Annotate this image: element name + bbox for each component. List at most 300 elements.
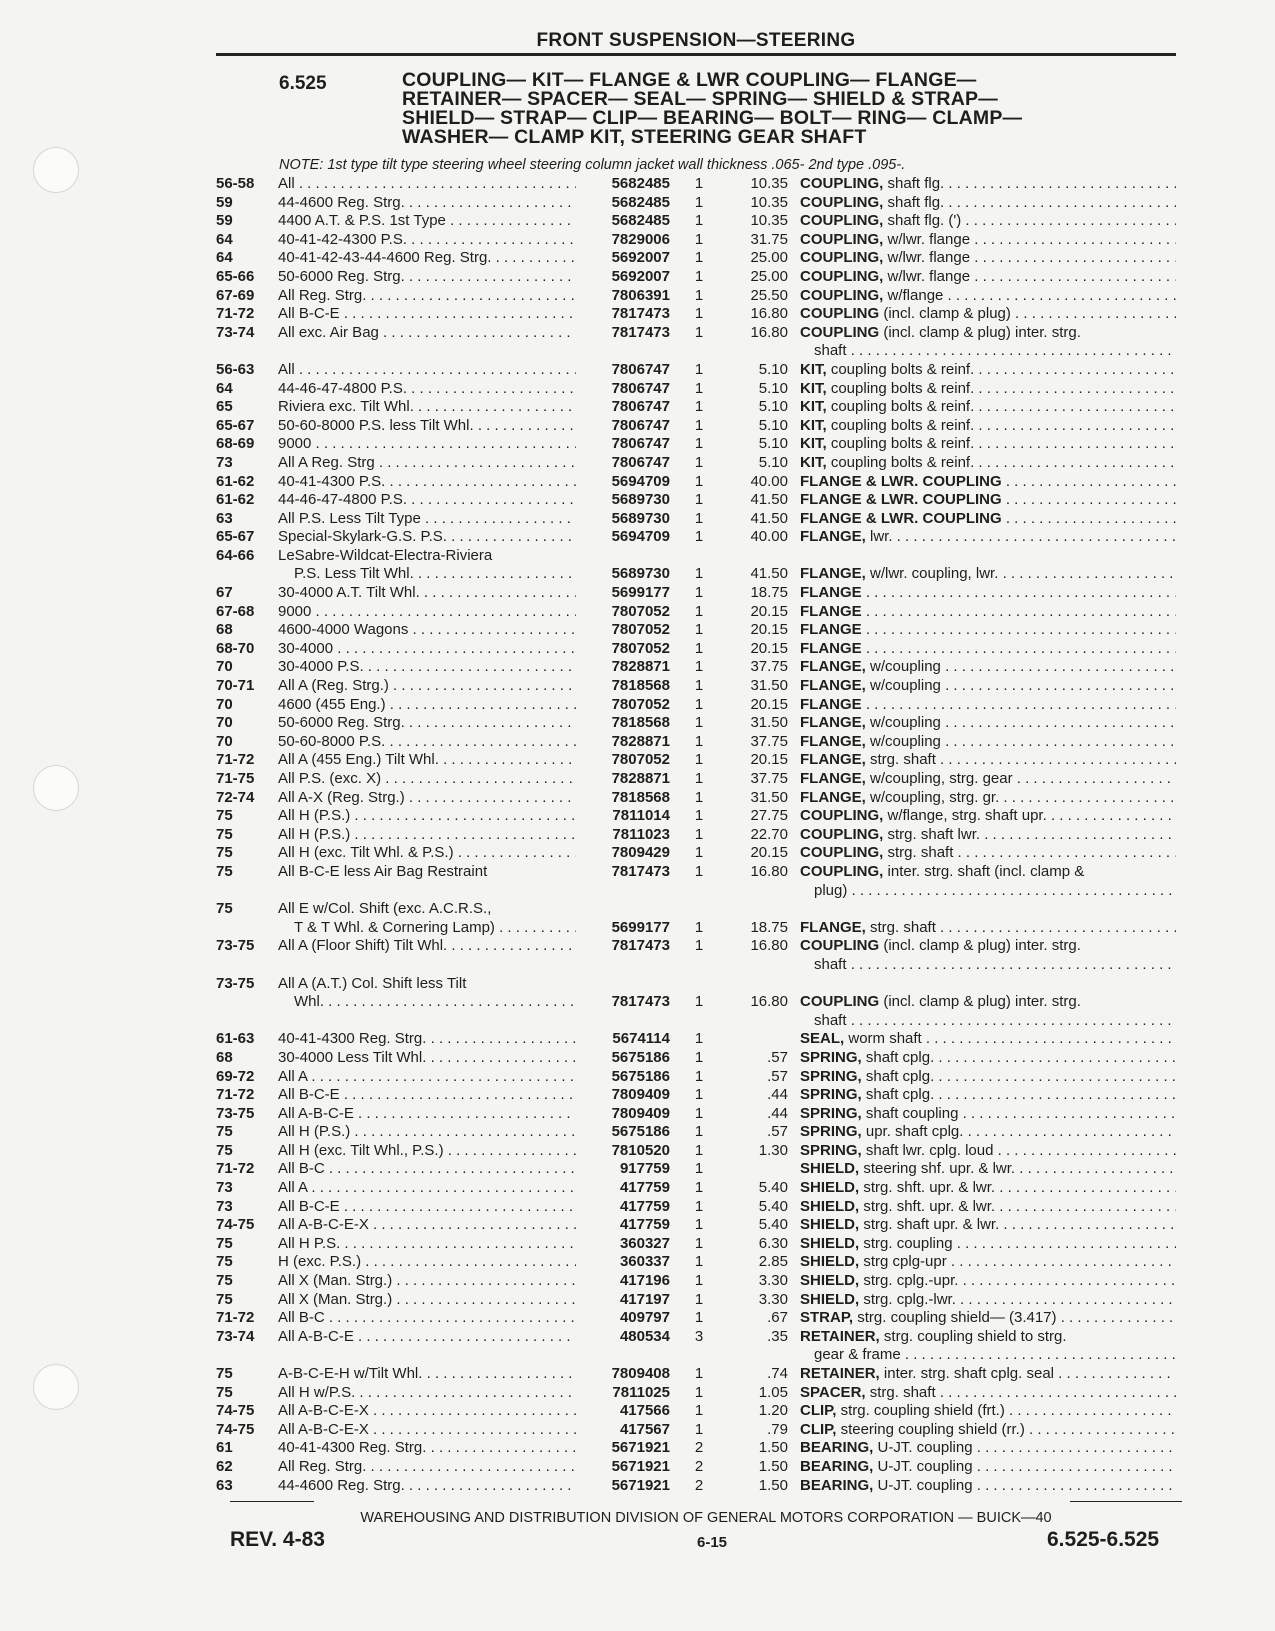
part-number: 417759	[619, 1197, 670, 1215]
model-year: 75	[216, 1272, 233, 1290]
price: 16.80	[750, 305, 788, 323]
model-application: P.S. Less Tilt Whl. . . .	[278, 565, 576, 584]
part-name: FLANGE,	[800, 732, 866, 750]
model-year	[216, 1012, 278, 1031]
price	[722, 956, 800, 975]
part-number: 417196	[619, 1272, 670, 1290]
part-name: FLANGE,	[800, 751, 866, 769]
quantity: 3	[694, 1327, 704, 1345]
part-detail: w/lwr. coupling, lwr.	[870, 565, 999, 583]
price: 5.40	[758, 1216, 788, 1234]
part-number	[576, 1012, 676, 1031]
quantity: 1	[694, 1365, 704, 1382]
part-description	[800, 1179, 1176, 1198]
part-name: COUPLING,	[800, 249, 884, 267]
part-number: 7806747	[611, 398, 670, 416]
quantity: 1	[694, 584, 704, 602]
model-application: 44-4600 Reg. Strg. . . .	[278, 194, 576, 213]
model-year: 69-72	[216, 1067, 255, 1085]
model-year: 56-63	[216, 360, 255, 378]
part-description	[800, 937, 1176, 956]
quantity: 1	[694, 1272, 704, 1290]
table-row	[216, 1030, 1176, 1049]
quantity: 1	[694, 1179, 704, 1197]
table-row	[216, 1365, 1176, 1384]
part-name: BEARING,	[800, 1439, 874, 1457]
quantity: 1	[694, 249, 704, 267]
part-number: 5671921	[611, 1439, 670, 1457]
part-name: CLIP,	[800, 1420, 837, 1438]
part-description	[800, 342, 1176, 361]
price: 41.50	[750, 509, 788, 527]
quantity: 1	[694, 937, 704, 955]
part-detail: strg. shaft	[869, 1383, 936, 1401]
part-detail: shaft flg.	[887, 175, 945, 192]
table-row	[216, 1105, 1176, 1124]
part-number: 7818568	[611, 788, 670, 806]
price: .57	[767, 1123, 788, 1141]
model-year: 64	[216, 249, 233, 267]
part-detail: shaft cplg.	[865, 1067, 935, 1085]
model-application	[278, 1346, 576, 1365]
part-description	[800, 1049, 1176, 1068]
part-number: 7828871	[611, 770, 670, 787]
part-name: COUPLING,	[800, 807, 884, 825]
page-number: 6-15	[697, 1534, 728, 1551]
part-number: 5699177	[611, 584, 670, 602]
part-name: FLANGE	[800, 584, 862, 602]
table-row	[216, 770, 1176, 789]
quantity: 1	[694, 1160, 704, 1178]
part-description	[800, 1086, 1176, 1105]
table-row	[216, 1384, 1176, 1403]
part-name: SEAL,	[800, 1030, 845, 1048]
price: 10.35	[750, 175, 788, 192]
part-name: SPRING,	[800, 1123, 862, 1141]
revision-label: REV. 4-83	[230, 1528, 325, 1551]
model-application: All A-B-C-E . . .	[278, 1328, 576, 1347]
quantity: 1	[694, 1067, 704, 1085]
model-year: 75	[216, 1383, 233, 1401]
model-application: LeSabre-Wildcat-Electra-Riviera	[278, 546, 493, 564]
table-row	[216, 361, 1176, 380]
part-number: 5694709	[611, 472, 670, 490]
part-description	[800, 1291, 1176, 1310]
model-year: 75	[216, 862, 233, 880]
quantity: 1	[694, 918, 704, 936]
part-description	[800, 603, 1176, 622]
model-year: 65	[216, 398, 233, 416]
price	[722, 1160, 800, 1179]
model-application: All A (Reg. Strg.) . . .	[278, 677, 576, 696]
price: 5.40	[758, 1197, 788, 1215]
part-name: SPRING,	[800, 1104, 862, 1122]
quantity: 1	[694, 323, 704, 341]
model-year: 75	[216, 1253, 233, 1271]
part-detail: plug)	[814, 881, 848, 899]
part-name: KIT,	[800, 379, 827, 397]
quantity: 1	[694, 1234, 704, 1252]
part-number: 5675186	[611, 1067, 670, 1085]
part-number: 5682485	[611, 212, 670, 230]
part-description	[800, 231, 1176, 250]
quantity: 1	[694, 788, 704, 806]
part-detail: w/coupling	[870, 714, 941, 732]
part-number: 5675186	[611, 1123, 670, 1141]
model-application: All X (Man. Strg.) . . .	[278, 1291, 576, 1310]
quantity	[676, 882, 722, 901]
part-number: 7809408	[611, 1365, 670, 1382]
model-year: 65-67	[216, 416, 255, 434]
price	[722, 975, 800, 994]
part-detail: strg. shft. upr. & lwr.	[863, 1179, 996, 1197]
model-year	[216, 1346, 278, 1365]
part-name: FLANGE & LWR. COUPLING	[800, 472, 1002, 490]
model-application: All B-C-E . . .	[278, 1086, 576, 1105]
table-row	[216, 826, 1176, 845]
part-description	[800, 268, 1176, 287]
model-application: All A (Floor Shift) Tilt Whl. . . .	[278, 937, 576, 956]
table-row	[216, 603, 1176, 622]
model-year: 71-72	[216, 1086, 255, 1104]
part-detail: inter. strg. shaft (incl. clamp &	[887, 862, 1085, 880]
part-description	[800, 863, 1176, 882]
table-row	[216, 491, 1176, 510]
quantity: 1	[694, 732, 704, 750]
table-row	[216, 194, 1176, 213]
price: 20.15	[750, 602, 788, 620]
table-row	[216, 287, 1176, 306]
table-row	[216, 473, 1176, 492]
part-description	[800, 844, 1176, 863]
part-detail: shaft lwr. cplg. loud	[865, 1141, 994, 1159]
price: 1.50	[758, 1476, 788, 1494]
part-name: COUPLING,	[800, 844, 884, 862]
model-application: All H P.S. . . .	[278, 1235, 576, 1254]
part-detail: shaft cplg.	[865, 1048, 935, 1066]
part-detail: strg. cplg.-upr.	[863, 1272, 959, 1290]
quantity: 1	[694, 1290, 704, 1308]
quantity: 1	[694, 658, 704, 676]
model-year: 73	[216, 453, 233, 471]
table-row	[216, 956, 1176, 975]
table-row	[216, 1421, 1176, 1440]
table-row	[216, 417, 1176, 436]
model-year: 59	[216, 193, 233, 211]
price	[722, 900, 800, 919]
quantity: 1	[694, 621, 704, 639]
part-detail: coupling bolts & reinf.	[830, 416, 975, 434]
section-title-line: SHIELD— STRAP— CLIP— BEARING— BOLT— RING— CLAMP—	[402, 107, 1023, 129]
table-row	[216, 398, 1176, 417]
part-name: COUPLING	[800, 993, 880, 1011]
part-number: 7811023	[612, 825, 670, 843]
table-row	[216, 919, 1176, 938]
part-detail: worm shaft	[848, 1030, 922, 1048]
model-application: All B-C-E less Air Bag Restraint	[278, 862, 488, 880]
quantity: 1	[694, 1309, 704, 1327]
part-number: 7817473	[611, 323, 670, 341]
model-year: 75	[216, 1365, 233, 1382]
part-description	[800, 751, 1176, 770]
model-application: All . . .	[278, 361, 576, 380]
table-row	[216, 1068, 1176, 1087]
quantity: 1	[694, 398, 704, 416]
part-detail: steering shf. upr. & lwr.	[863, 1160, 1016, 1178]
part-number: 409797	[619, 1309, 670, 1327]
model-year: 64	[216, 379, 233, 397]
part-detail: strg. shaft upr. & lwr.	[863, 1216, 1000, 1234]
model-application: All A-B-C-E . . .	[278, 1105, 576, 1124]
table-row	[216, 268, 1176, 287]
part-name: RETAINER,	[800, 1327, 880, 1345]
quantity: 1	[694, 286, 704, 304]
table-row	[216, 305, 1176, 324]
part-description	[800, 733, 1176, 752]
part-name: SPACER,	[800, 1383, 866, 1401]
header-rule	[216, 53, 1176, 56]
part-number: 7817473	[611, 862, 670, 880]
model-year: 61	[216, 1439, 233, 1457]
part-number: 7818568	[611, 714, 670, 732]
part-description	[800, 175, 1176, 194]
model-application: All P.S. Less Tilt Type . . .	[278, 510, 576, 529]
model-application	[278, 1012, 576, 1031]
part-number: 7817473	[611, 305, 670, 323]
model-application: All A (455 Eng.) Tilt Whl. . . .	[278, 751, 576, 770]
price: 31.50	[750, 788, 788, 806]
model-year: 75	[216, 1123, 233, 1141]
model-year: 74-75	[216, 1420, 255, 1438]
model-application: 44-46-47-4800 P.S. . . .	[278, 491, 576, 510]
quantity: 1	[694, 770, 704, 787]
table-row	[216, 937, 1176, 956]
model-application: All H (exc. Tilt Whl. & P.S.) . . .	[278, 844, 576, 863]
part-name: SPRING,	[800, 1067, 862, 1085]
part-number: 7811014	[612, 807, 670, 825]
part-name: STRAP,	[800, 1309, 854, 1327]
model-year: 75	[216, 844, 233, 862]
price: 37.75	[750, 770, 788, 787]
part-name: COUPLING,	[800, 286, 884, 304]
model-application: 50-60-8000 P.S. . . .	[278, 733, 576, 752]
table-row	[216, 528, 1176, 547]
quantity	[676, 342, 722, 361]
part-detail: w/coupling	[870, 658, 941, 676]
quantity: 1	[694, 695, 704, 713]
model-application: All H w/P.S. . . .	[278, 1384, 576, 1403]
model-year	[216, 342, 278, 361]
model-application: 30-4000 P.S. . . .	[278, 658, 576, 677]
model-application: All H (P.S.) . . .	[278, 826, 576, 845]
model-year: 61-62	[216, 491, 255, 509]
model-application: 30-4000 A.T. Tilt Whl. . . .	[278, 584, 576, 603]
model-application: All A-X (Reg. Strg.) . . .	[278, 789, 576, 808]
part-number: 417759	[619, 1179, 670, 1197]
part-name: FLANGE	[800, 695, 862, 713]
part-detail: lwr.	[870, 528, 893, 546]
model-year	[216, 956, 278, 975]
price: 20.15	[750, 695, 788, 713]
part-detail: w/lwr. flange	[887, 230, 971, 248]
price	[722, 1346, 800, 1365]
model-application: All A Reg. Strg . . .	[278, 454, 576, 473]
model-application: All A (A.T.) Col. Shift less Tilt	[278, 974, 467, 992]
model-year: 65-66	[216, 267, 255, 285]
price: 25.00	[750, 249, 788, 267]
quantity: 1	[694, 825, 704, 843]
quantity: 1	[694, 639, 704, 657]
quantity: 1	[694, 862, 704, 880]
model-year	[216, 882, 278, 901]
part-description	[800, 1328, 1176, 1347]
table-row	[216, 900, 1176, 919]
price: 16.80	[750, 862, 788, 880]
quantity: 2	[694, 1457, 704, 1475]
model-year: 68-69	[216, 435, 255, 453]
part-description	[800, 919, 1176, 938]
model-year: 67-68	[216, 602, 255, 620]
part-description	[800, 1477, 1176, 1496]
table-row	[216, 621, 1176, 640]
part-number: 7828871	[611, 732, 670, 750]
model-year: 73-74	[216, 323, 255, 341]
footer-division: WAREHOUSING AND DISTRIBUTION DIVISION OF GENERAL MOTORS CORPORATION — BUICK—40	[360, 1510, 1052, 1526]
table-row	[216, 789, 1176, 808]
table-row	[216, 1179, 1176, 1198]
part-description	[800, 454, 1176, 473]
table-row	[216, 1477, 1176, 1496]
part-number: 7817473	[611, 993, 670, 1011]
quantity	[676, 1012, 722, 1031]
part-detail: shaft flg. (')	[887, 212, 962, 230]
quantity: 1	[694, 193, 704, 211]
part-number: 7817473	[611, 937, 670, 955]
model-year: 67-69	[216, 286, 255, 304]
model-year	[216, 565, 278, 584]
part-description	[800, 882, 1176, 901]
part-name: COUPLING,	[800, 212, 884, 230]
part-detail: gear & frame	[814, 1346, 901, 1364]
part-description	[800, 398, 1176, 417]
price	[722, 1030, 800, 1049]
model-application	[278, 956, 576, 975]
part-name: SHIELD,	[800, 1253, 860, 1271]
part-description	[800, 212, 1176, 231]
part-number: 5682485	[611, 193, 670, 211]
price	[722, 342, 800, 361]
part-number	[576, 547, 676, 566]
price: 1.50	[758, 1457, 788, 1475]
table-row	[216, 658, 1176, 677]
part-number: 5699177	[611, 918, 670, 936]
table-row	[216, 1309, 1176, 1328]
model-year: 75	[216, 1234, 233, 1252]
price: 31.50	[750, 677, 788, 695]
quantity: 1	[694, 1030, 704, 1048]
part-name: SHIELD,	[800, 1290, 860, 1308]
part-detail: strg. shaft	[870, 918, 936, 936]
model-year: 75	[216, 807, 233, 825]
model-application: All H (P.S.) . . .	[278, 1123, 576, 1142]
part-description	[800, 658, 1176, 677]
part-description	[800, 305, 1176, 324]
model-application: 40-41-4300 Reg. Strg. . . .	[278, 1030, 576, 1049]
price: 20.15	[750, 751, 788, 769]
model-year: 68	[216, 621, 233, 639]
part-description	[800, 1309, 1176, 1328]
quantity: 1	[694, 1216, 704, 1234]
model-year	[216, 993, 278, 1012]
part-description	[800, 1105, 1176, 1124]
table-row	[216, 1198, 1176, 1217]
table-row	[216, 212, 1176, 231]
model-year: 73	[216, 1197, 233, 1215]
part-detail: strg cplg-upr	[863, 1253, 947, 1271]
model-year: 59	[216, 212, 233, 230]
part-description	[800, 770, 1176, 789]
part-name: KIT,	[800, 398, 827, 416]
part-description	[800, 473, 1176, 492]
price: 25.50	[750, 286, 788, 304]
table-row	[216, 324, 1176, 343]
part-description	[800, 1439, 1176, 1458]
model-application: 9000 . . .	[278, 435, 576, 454]
part-description	[800, 435, 1176, 454]
table-row	[216, 844, 1176, 863]
quantity: 1	[694, 1141, 704, 1159]
part-detail: w/coupling	[870, 677, 941, 695]
part-description	[800, 1198, 1176, 1217]
model-year: 73-74	[216, 1327, 255, 1345]
part-name: KIT,	[800, 435, 827, 453]
part-detail: strg. coupling shield to strg.	[883, 1327, 1067, 1345]
quantity: 1	[694, 212, 704, 230]
part-name: COUPLING,	[800, 825, 884, 843]
table-row	[216, 1346, 1176, 1365]
table-row	[216, 1086, 1176, 1105]
part-name: SHIELD,	[800, 1216, 860, 1234]
part-name: CLIP,	[800, 1402, 837, 1420]
price: 10.35	[750, 212, 788, 230]
model-application	[278, 882, 576, 901]
part-name: SHIELD,	[800, 1197, 860, 1215]
binder-hole	[33, 1364, 79, 1410]
part-number: 7829006	[611, 230, 670, 248]
part-number: 7806391	[611, 286, 670, 304]
price: 37.75	[750, 658, 788, 676]
quantity: 1	[694, 1402, 704, 1420]
part-name: COUPLING	[800, 937, 880, 955]
price: 5.10	[758, 416, 788, 434]
table-row	[216, 1142, 1176, 1161]
price: 10.35	[750, 193, 788, 211]
part-number: 7806747	[611, 435, 670, 453]
part-detail: (incl. clamp & plug)	[883, 305, 1011, 323]
part-description	[800, 249, 1176, 268]
model-year: 68-70	[216, 639, 255, 657]
model-year: 56-58	[216, 175, 255, 192]
section-title	[402, 71, 1142, 147]
table-row	[216, 1253, 1176, 1272]
price: 41.50	[750, 565, 788, 583]
part-description	[800, 789, 1176, 808]
part-number: 5689730	[611, 509, 670, 527]
model-application: H (exc. P.S.) . . .	[278, 1253, 576, 1272]
part-name: FLANGE,	[800, 918, 866, 936]
part-description	[800, 547, 1176, 566]
model-application: All . . .	[278, 175, 576, 194]
